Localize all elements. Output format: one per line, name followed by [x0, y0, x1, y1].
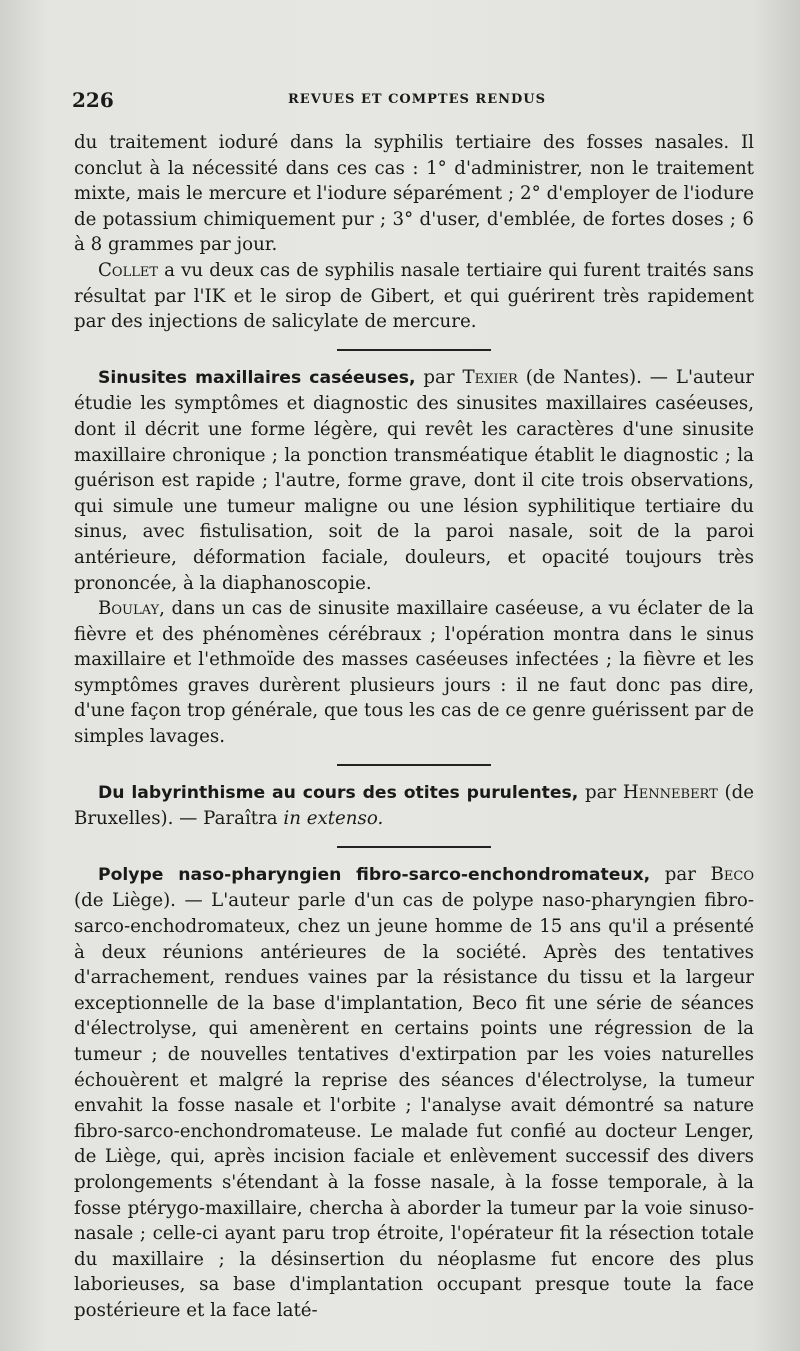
- paragraph-polype: [74, 862, 754, 1324]
- italic-text: in extenso.: [283, 808, 384, 830]
- author-name: Beco: [710, 863, 754, 885]
- paragraph-boulay: [74, 596, 754, 750]
- paragraph-continuation: du traitement ioduré dans la syphilis tertiaire des fosses nasales. Il conclut à la nécessité dans ces cas : 1° d'administrer, non le traitement mixte, mais le mercure et l'iodure séparément ; 2° d'employer de l'iodure de potassium chimiquement pur ; 3° d'user, d'emblée, de fortes doses ; 6 à 8 grammes par jour.: [74, 132, 754, 256]
- by-text: par: [650, 863, 711, 885]
- by-text: par: [415, 366, 463, 388]
- paragraph-labyrinthisme: [74, 780, 754, 832]
- paragraph-text: (de Nantes). — L'auteur étudie les symptômes et diagnostic des sinusites maxillaires caséeuses, dont il décrit une forme légère, qui revêt les caractères d'une sinusite maxillaire chronique ; la ponction transméatique établit le diagnostic ; la guérison est rapide ; l'autre, forme grave, dont il cite trois observations, qui simule une tumeur maligne ou une lésion syphilitique tertiaire du sinus, avec fistulisation, soit de la paroi nasale, soit de la paroi antérieure, déformation faciale, douleurs, et opacité toujours très prononcée, à la diaphanoscopie.: [74, 366, 754, 594]
- paragraph-collet: [74, 258, 754, 335]
- article-title: Sinusites maxillaires caséeuses,: [98, 367, 416, 388]
- article-title: Du labyrinthisme au cours des otites purulentes,: [98, 782, 579, 803]
- running-title: REVUES ET COMPTES RENDUS: [288, 92, 546, 107]
- by-text: par: [578, 781, 623, 803]
- paragraph-text: a vu deux cas de syphilis nasale tertiaire qui furent traités sans résultat par l'IK et le sirop de Gibert, et qui guérirent très rapidement par des injections de salicylate de mercure.: [74, 259, 754, 333]
- paragraph-text: (de Liège). — L'auteur parle d'un cas de polype naso-pharyngien fibro-sarco-enchodromateux, chez un jeune homme de 15 ans qu'il a présenté à deux réunions antérieures de la société. Après des tentatives d'arrachement, rendues vaines par la résistance du tissu et la largeur exceptionnelle de la base d'implantation, Beco fit une série de séances d'électrolyse, qui amenèrent en certains points une régression de la tumeur ; de nouvelles tentatives d'extirpation par les voies naturelles échouèrent et malgré la reprise des séances d'électrolyse, la tumeur envahit la fosse nasale et l'orbite ; l'analyse avait démontré sa nature fibro-sarco-enchondromateuse. Le malade fut confié au docteur Lenger, de Liège, qui, après incision faciale et enlèvement successif des divers prolongements s'étendant à la fosse nasale, à la fosse temporale, à la fosse ptérygo-maxillaire, chercha à aborder la tumeur par la voie sinuso-nasale ; celle-ci ayant paru trop étroite, l'opérateur fit la résection totale du maxillaire ; la désinsertion du néoplasme fut encore des plus laborieuses, sa base d'implantation occupant presque toute la face postérieure et la face laté-: [74, 890, 754, 1321]
- paragraph-sinusites: [74, 365, 754, 596]
- author-name: Boulay: [98, 598, 160, 620]
- page-number: 226: [72, 88, 114, 112]
- section-divider: [337, 846, 491, 848]
- section-divider: [337, 764, 491, 766]
- section-divider: [337, 349, 491, 351]
- page-body: [74, 130, 754, 1324]
- paragraph-text: , dans un cas de sinusite maxillaire caséeuse, a vu éclater de la fièvre et des phénomènes cérébraux ; l'opération montra dans le sinus maxillaire et l'ethmoïde des masses caséeuses infectées ; la fièvre et les symptômes graves durèrent plusieurs jours : il ne faut donc pas dire, d'une façon trop générale, que tous les cas de ce genre guérissent par de simples lavages.: [74, 598, 754, 748]
- author-name: Collet: [98, 259, 158, 281]
- article-title: Polype naso-pharyngien fibro-sarco-enchondromateux,: [98, 864, 651, 885]
- page-header: [72, 88, 762, 112]
- author-name: Hennebert: [622, 781, 718, 803]
- author-name: Texier: [462, 366, 518, 388]
- paragraph-text: (de Bruxelles). — Paraîtra: [74, 781, 754, 830]
